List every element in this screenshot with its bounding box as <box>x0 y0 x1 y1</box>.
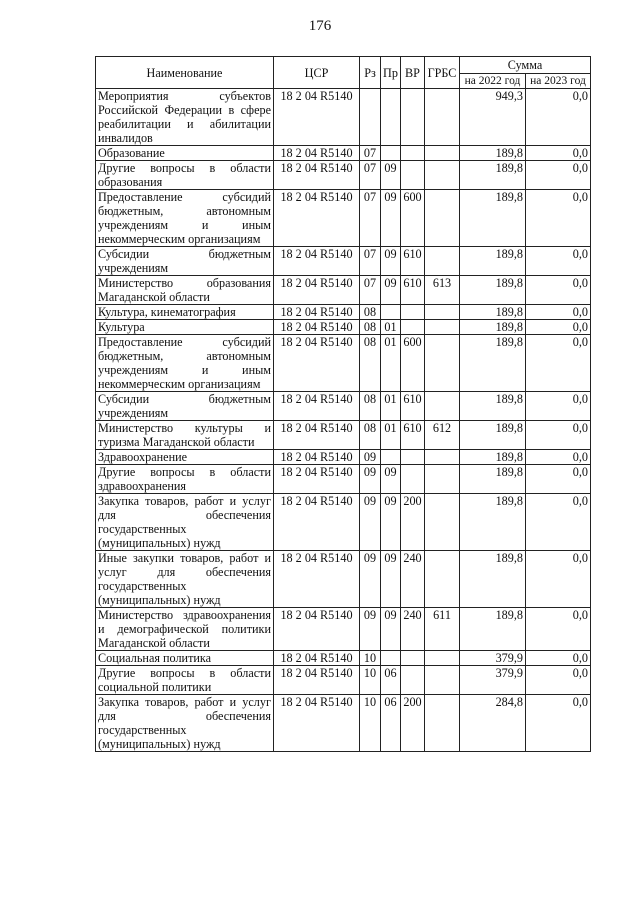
row-vr: 240 <box>401 608 425 651</box>
row-rz <box>360 89 381 146</box>
table-row <box>96 695 591 752</box>
row-rz: 07 <box>360 146 381 161</box>
row-grbs: 612 <box>425 421 460 450</box>
row-rz: 10 <box>360 695 381 752</box>
row-amount-2023: 0,0 <box>526 89 591 146</box>
table-row <box>96 608 591 651</box>
row-csr: 18 2 04 R5140 <box>274 161 360 190</box>
row-amount-2022: 189,8 <box>460 551 526 608</box>
row-amount-2022: 189,8 <box>460 450 526 465</box>
table-row <box>96 247 591 276</box>
row-vr: 610 <box>401 421 425 450</box>
row-grbs <box>425 335 460 392</box>
row-pr <box>381 450 401 465</box>
header-year-2022: на 2022 год <box>460 74 526 89</box>
row-amount-2022: 189,8 <box>460 465 526 494</box>
row-rz: 09 <box>360 551 381 608</box>
row-csr: 18 2 04 R5140 <box>274 666 360 695</box>
row-csr: 18 2 04 R5140 <box>274 551 360 608</box>
row-pr: 01 <box>381 335 401 392</box>
row-rz: 07 <box>360 161 381 190</box>
row-csr: 18 2 04 R5140 <box>274 320 360 335</box>
row-pr <box>381 146 401 161</box>
row-name: Закупка товаров, работ и услуг для обеспечения государственных (муниципальных) нужд <box>96 494 274 551</box>
row-name: Министерство здравоохранения и демографической политики Магаданской области <box>96 608 274 651</box>
row-pr: 09 <box>381 161 401 190</box>
row-rz: 09 <box>360 494 381 551</box>
table-row <box>96 651 591 666</box>
row-vr: 200 <box>401 494 425 551</box>
table-row <box>96 146 591 161</box>
row-pr: 09 <box>381 247 401 276</box>
row-vr <box>401 651 425 666</box>
table-row <box>96 421 591 450</box>
row-amount-2022: 189,8 <box>460 421 526 450</box>
row-rz: 08 <box>360 305 381 320</box>
row-amount-2023: 0,0 <box>526 305 591 320</box>
row-amount-2022: 189,8 <box>460 161 526 190</box>
table-row <box>96 392 591 421</box>
row-pr: 01 <box>381 421 401 450</box>
row-grbs <box>425 320 460 335</box>
row-pr <box>381 305 401 320</box>
row-csr: 18 2 04 R5140 <box>274 276 360 305</box>
header-pr: Пр <box>381 57 401 89</box>
row-name: Закупка товаров, работ и услуг для обеспечения государственных (муниципальных) нужд <box>96 695 274 752</box>
row-rz: 07 <box>360 276 381 305</box>
row-name: Культура <box>96 320 274 335</box>
row-pr <box>381 89 401 146</box>
row-grbs <box>425 651 460 666</box>
row-amount-2022: 189,8 <box>460 392 526 421</box>
row-pr: 01 <box>381 392 401 421</box>
header-csr: ЦСР <box>274 57 360 89</box>
page-number: 176 <box>308 18 332 34</box>
row-amount-2022: 189,8 <box>460 305 526 320</box>
table-row <box>96 494 591 551</box>
row-amount-2022: 379,9 <box>460 651 526 666</box>
row-rz: 08 <box>360 421 381 450</box>
row-csr: 18 2 04 R5140 <box>274 247 360 276</box>
row-vr <box>401 89 425 146</box>
table-row <box>96 305 591 320</box>
header-vr: ВР <box>401 57 425 89</box>
budget-table <box>95 56 591 752</box>
row-amount-2023: 0,0 <box>526 666 591 695</box>
row-csr: 18 2 04 R5140 <box>274 608 360 651</box>
table-row <box>96 276 591 305</box>
row-name: Предоставление субсидий бюджетным, автономным учреждениям и иным некоммерческим организациям <box>96 335 274 392</box>
row-grbs <box>425 247 460 276</box>
row-vr <box>401 161 425 190</box>
row-amount-2022: 189,8 <box>460 608 526 651</box>
row-amount-2023: 0,0 <box>526 450 591 465</box>
row-amount-2022: 189,8 <box>460 190 526 247</box>
row-name: Другие вопросы в области здравоохранения <box>96 465 274 494</box>
row-amount-2022: 379,9 <box>460 666 526 695</box>
header-name: Наименование <box>96 57 274 89</box>
table-body <box>96 89 591 752</box>
row-vr: 610 <box>401 276 425 305</box>
row-amount-2023: 0,0 <box>526 608 591 651</box>
row-grbs: 613 <box>425 276 460 305</box>
table-row <box>96 551 591 608</box>
row-grbs <box>425 494 460 551</box>
row-amount-2022: 189,8 <box>460 146 526 161</box>
row-pr: 06 <box>381 666 401 695</box>
row-rz: 08 <box>360 335 381 392</box>
row-pr: 09 <box>381 190 401 247</box>
row-rz: 10 <box>360 666 381 695</box>
row-amount-2023: 0,0 <box>526 465 591 494</box>
row-vr <box>401 305 425 320</box>
row-name: Иные закупки товаров, работ и услуг для обеспечения государственных (муниципальных) нужд <box>96 551 274 608</box>
row-vr: 610 <box>401 247 425 276</box>
row-grbs <box>425 89 460 146</box>
header-sum: Сумма <box>460 57 591 74</box>
row-csr: 18 2 04 R5140 <box>274 89 360 146</box>
table-row <box>96 190 591 247</box>
row-vr: 610 <box>401 392 425 421</box>
row-amount-2022: 284,8 <box>460 695 526 752</box>
row-name: Мероприятия субъектов Российской Федерации в сфере реабилитации и абилитации инвалидов <box>96 89 274 146</box>
row-name: Культура, кинематография <box>96 305 274 320</box>
row-pr: 09 <box>381 465 401 494</box>
row-rz: 09 <box>360 608 381 651</box>
row-vr <box>401 666 425 695</box>
row-csr: 18 2 04 R5140 <box>274 392 360 421</box>
row-name: Другие вопросы в области социальной политики <box>96 666 274 695</box>
row-grbs <box>425 465 460 494</box>
row-csr: 18 2 04 R5140 <box>274 305 360 320</box>
row-name: Другие вопросы в области образования <box>96 161 274 190</box>
row-grbs <box>425 695 460 752</box>
row-grbs <box>425 161 460 190</box>
row-amount-2022: 949,3 <box>460 89 526 146</box>
row-pr: 09 <box>381 276 401 305</box>
table-row <box>96 465 591 494</box>
row-vr <box>401 146 425 161</box>
row-name: Предоставление субсидий бюджетным, автономным учреждениям и иным некоммерческим организациям <box>96 190 274 247</box>
row-csr: 18 2 04 R5140 <box>274 335 360 392</box>
row-rz: 09 <box>360 465 381 494</box>
row-pr <box>381 651 401 666</box>
row-vr: 600 <box>401 190 425 247</box>
row-grbs <box>425 305 460 320</box>
row-amount-2022: 189,8 <box>460 320 526 335</box>
row-pr: 09 <box>381 494 401 551</box>
row-amount-2023: 0,0 <box>526 320 591 335</box>
row-amount-2022: 189,8 <box>460 276 526 305</box>
row-name: Социальная политика <box>96 651 274 666</box>
row-name: Субсидии бюджетным учреждениям <box>96 392 274 421</box>
row-csr: 18 2 04 R5140 <box>274 146 360 161</box>
row-grbs <box>425 551 460 608</box>
row-rz: 08 <box>360 392 381 421</box>
row-amount-2023: 0,0 <box>526 494 591 551</box>
row-pr: 06 <box>381 695 401 752</box>
row-rz: 08 <box>360 320 381 335</box>
table-row <box>96 666 591 695</box>
row-vr <box>401 320 425 335</box>
row-amount-2023: 0,0 <box>526 335 591 392</box>
row-grbs <box>425 392 460 421</box>
row-rz: 07 <box>360 190 381 247</box>
row-amount-2022: 189,8 <box>460 247 526 276</box>
row-amount-2023: 0,0 <box>526 695 591 752</box>
row-csr: 18 2 04 R5140 <box>274 494 360 551</box>
row-grbs <box>425 666 460 695</box>
row-csr: 18 2 04 R5140 <box>274 465 360 494</box>
row-vr <box>401 465 425 494</box>
header-rz: Рз <box>360 57 381 89</box>
row-grbs <box>425 450 460 465</box>
row-vr: 600 <box>401 335 425 392</box>
row-grbs <box>425 146 460 161</box>
row-grbs: 611 <box>425 608 460 651</box>
row-rz: 09 <box>360 450 381 465</box>
row-vr <box>401 450 425 465</box>
row-pr: 09 <box>381 551 401 608</box>
row-amount-2023: 0,0 <box>526 276 591 305</box>
table-row <box>96 320 591 335</box>
row-csr: 18 2 04 R5140 <box>274 695 360 752</box>
row-amount-2023: 0,0 <box>526 551 591 608</box>
row-name: Образование <box>96 146 274 161</box>
row-rz: 07 <box>360 247 381 276</box>
row-amount-2023: 0,0 <box>526 146 591 161</box>
row-amount-2022: 189,8 <box>460 494 526 551</box>
row-csr: 18 2 04 R5140 <box>274 421 360 450</box>
row-amount-2022: 189,8 <box>460 335 526 392</box>
row-csr: 18 2 04 R5140 <box>274 450 360 465</box>
header-grbs: ГРБС <box>425 57 460 89</box>
table-row <box>96 89 591 146</box>
row-name: Здравоохранение <box>96 450 274 465</box>
row-csr: 18 2 04 R5140 <box>274 651 360 666</box>
row-csr: 18 2 04 R5140 <box>274 190 360 247</box>
row-name: Министерство культуры и туризма Магаданской области <box>96 421 274 450</box>
row-amount-2023: 0,0 <box>526 421 591 450</box>
row-amount-2023: 0,0 <box>526 392 591 421</box>
row-rz: 10 <box>360 651 381 666</box>
table-row <box>96 335 591 392</box>
table-row <box>96 161 591 190</box>
row-amount-2023: 0,0 <box>526 190 591 247</box>
header-year-2023: на 2023 год <box>526 74 591 89</box>
table-row <box>96 450 591 465</box>
row-vr: 200 <box>401 695 425 752</box>
row-name: Министерство образования Магаданской области <box>96 276 274 305</box>
row-amount-2023: 0,0 <box>526 247 591 276</box>
row-name: Субсидии бюджетным учреждениям <box>96 247 274 276</box>
row-pr: 01 <box>381 320 401 335</box>
row-pr: 09 <box>381 608 401 651</box>
row-amount-2023: 0,0 <box>526 651 591 666</box>
row-grbs <box>425 190 460 247</box>
row-amount-2023: 0,0 <box>526 161 591 190</box>
row-vr: 240 <box>401 551 425 608</box>
